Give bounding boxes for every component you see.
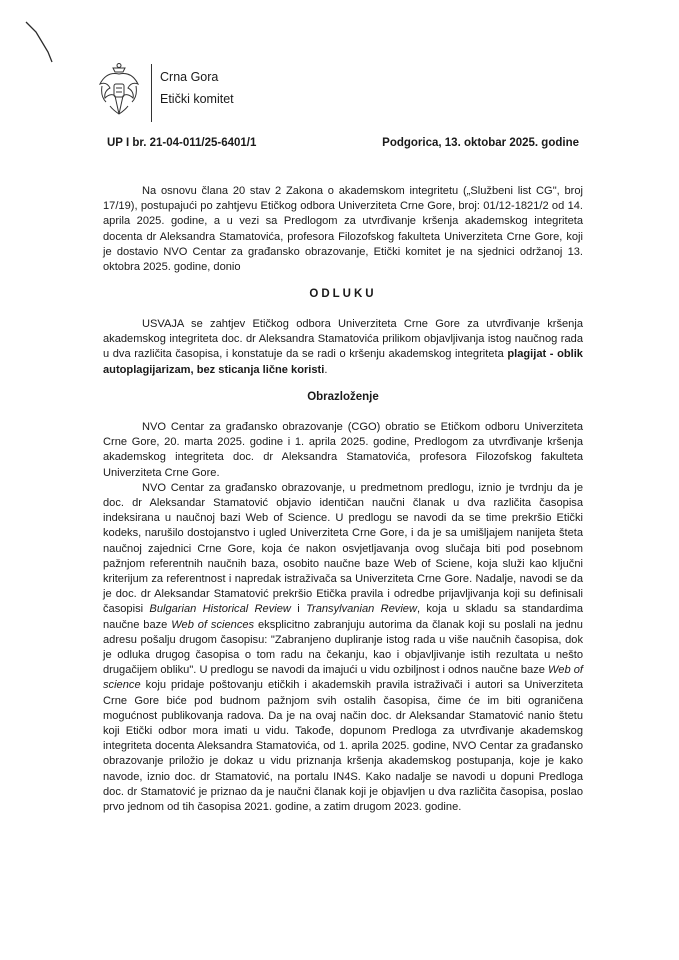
reasoning-section [103, 420, 583, 815]
header-divider [151, 64, 152, 122]
decision-text: USVAJA se zahtjev Etičkog odbora Univerziteta Crne Gore za utvrđivanje kršenja akademskog integriteta doc. dr Aleksandra Stamatovića prilikom objavljivanja istog naučnog rada u dva različita časopisa, i konstatuje da se radi o kršenju akademskog integriteta [103, 318, 583, 361]
intro-text: Na osnovu člana 20 stav 2 Zakona o akademskom integritetu („Službeni list CG", broj 17/19), postupajući po zahtjevu Etičkog odbora Univerziteta Crne Gore, broj: 01/12-1821/2 od 14. aprila 2025. godine, a u vezi sa Predlogom za utvrđivanje kršenja akademskog integriteta docenta dr Aleksandra Stamatovića, profesora Filozofskog fakulteta Univerziteta Crne Gore, koji je dostavio NVO Centar za građansko obrazovanje, Etički komitet je na sjednici održanoj 13. oktobra 2025. godine, donio [103, 185, 583, 274]
decision-paragraph [103, 317, 583, 378]
decision-end: . [324, 363, 328, 376]
web-of-sciences: Web of sciences [171, 618, 255, 631]
intro-paragraph [103, 184, 583, 275]
p2-part-b: i [297, 603, 300, 616]
p2-part-e: koju pridaje poštovanju etičkih i akademskih pravila istraživači i autori sa Univerziteta Crne Gore biće pod budnom pažnjom svih ostalih časopisa, čime će im biti ograničena mogućnost publikovanja radova. Da je na ovaj način doc. dr Aleksandar Stamatović nanio štetu koji Etički odbor mora imati u vidu. Takođe, dopunom Predloga za utvrđivanje akademskog integriteta docenta Aleksandra Stamatovića, od 1. aprila 2025. godine, NVO Centar za građansko obrazovanje priložio je dokaz u vidu priznanja kršenja akademskog postupanja, koje je kako navode, iznio doc. dr Stamatović, na portalu IN4S. Kako nadalje se navodi u dopuni Predloga doc. dr Stamatović je priznao da je naučni članak koji je objavljen u dva različita časopisa, poslao prvo jednom od tih časopisa 2021. godine, a zatim drugom 2023. godine. [103, 679, 583, 814]
org-country: Crna Gora [160, 70, 219, 84]
journal-transylvanian: Transylvanian Review [306, 603, 417, 616]
reference-number: UP I br. 21-04-011/25-6401/1 [107, 137, 257, 149]
reasoning-heading: Obrazloženje [307, 391, 379, 403]
coat-of-arms-icon [96, 62, 142, 120]
decision-heading: ODLUKU [309, 288, 377, 300]
org-name: Etički komitet [160, 92, 234, 106]
p2-part-c: , koja u skladu sa standardima naučne baze [103, 603, 583, 631]
web-of-science: Web of science [103, 664, 583, 692]
document-date: Podgorica, 13. oktobar 2025. godine [382, 137, 579, 149]
journal-bulgarian: Bulgarian Historical Review [149, 603, 291, 616]
p2-part-a: NVO Centar za građansko obrazovanje, u predmetnom predlogu, iznio je tvrdnju da je doc. dr Aleksandar Stamatović objavio identičan naučni članak u dva različita časopisa indeksirana u naučnoj bazi Web of Science. U predlogu se navodi da se time prekršio Etički kodeks, narušilo dostojanstvo i ugled Univerziteta Crne Gore, i da je sa umišljajem nanijeta šteta naučnoj zajednici Crne Gore, koja će nakon osvjetljavanja ovog slučaja biti pod posebnom pažnjom referentnih naučnih baza, osobito naučne baze Web of Sciene, koja služi kao ključni kriterijum za referentnost i napredak istraživača sa Univerziteta Crne Gore. Nadalje, navodi se da je doc. dr Aleksandar Stamatović prekršio Etička pravila i odredbe prijavljivanja koji su definisali časopisi [103, 481, 583, 616]
p2-part-d: eksplicitno zabranjuju autorima da članak koji su poslali na jednu adresu pošalju drugom časopisu: "Zabranjeno dupliranje istog rada u više naučnih časopisa, dok je odluka drugog časopisa o tom radu na čekanju, kao i objavljivanje istih rezultata u nešto drugačijem obliku". U predlogu se navodi da imajući u vidu ozbiljnost i odnos naučne baze [103, 618, 583, 677]
reasoning-paragraph-1: NVO Centar za građansko obrazovanje (CGO) obratio se Etičkom odboru Univerziteta Crne Gore, 20. marta 2025. godine i 1. aprila 2025. godine, Predlogom za utvrđivanje kršenja akademskog integriteta doc. dr Aleksandra Stamatovića, profesora Filozofskog fakulteta Univerziteta Crne Gore. [103, 421, 583, 479]
decision-emphasis: plagijat - oblik autoplagijarizam, bez sticanja lične koristi [103, 348, 583, 376]
reasoning-paragraph-2 [103, 481, 583, 815]
handwritten-mark [22, 18, 62, 68]
